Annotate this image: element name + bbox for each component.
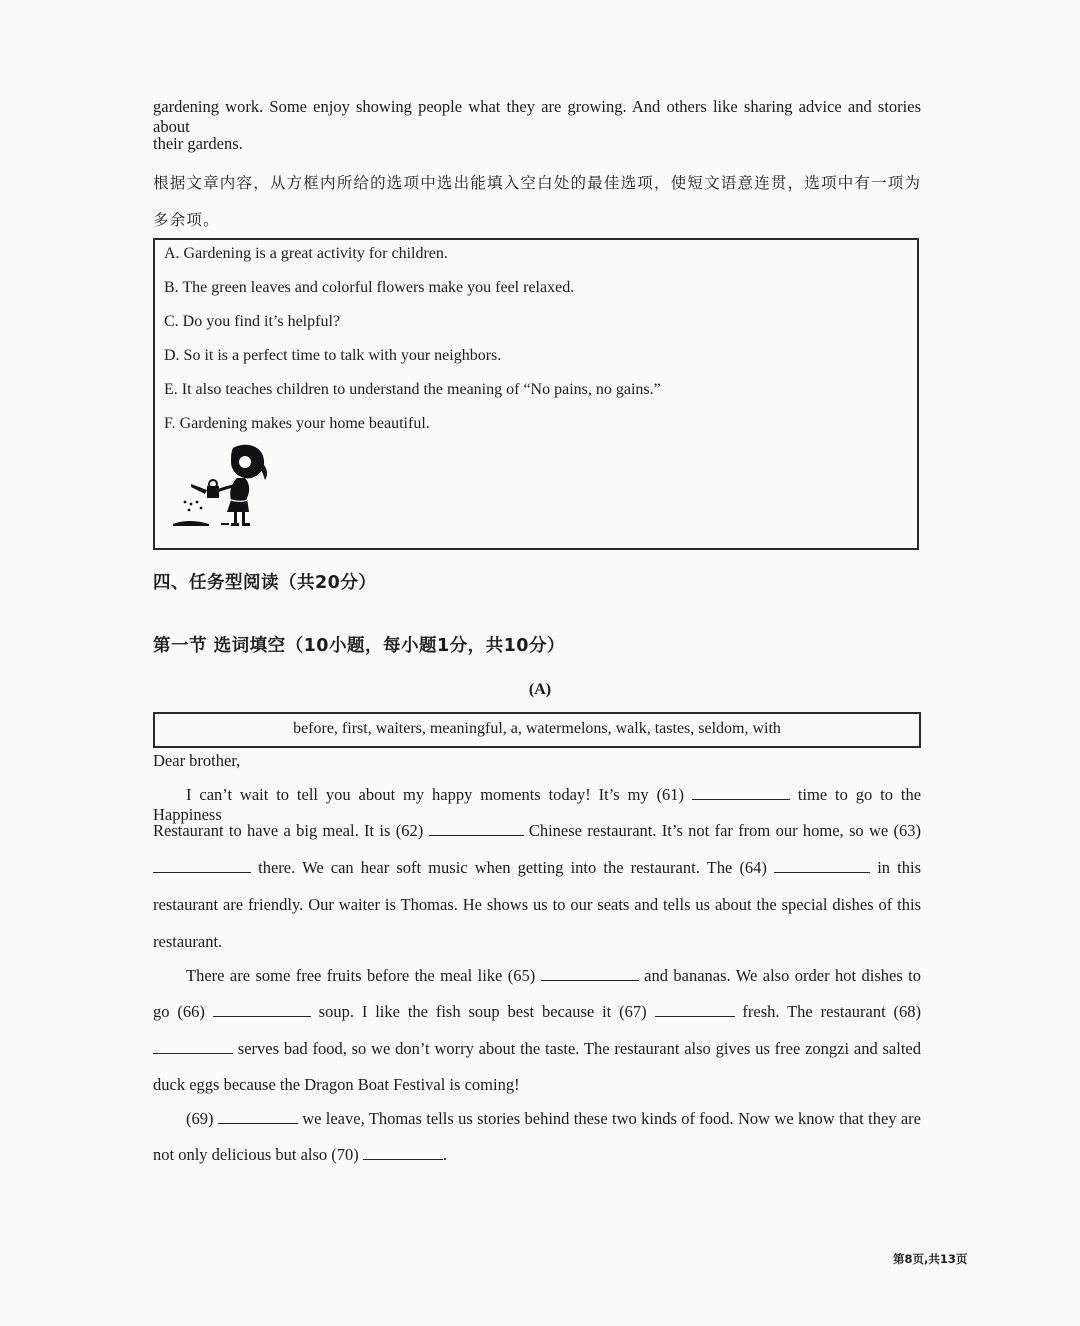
option-e: E. It also teaches children to understand the meaning of “No pains, no gains.”	[164, 381, 661, 398]
passage-label: (A)	[528, 681, 552, 698]
page-number: 第8页,共13页	[893, 1252, 968, 1266]
letter-line: there. We can hear soft music when getting into the restaurant. The (64) in this	[153, 858, 921, 878]
letter-line: restaurant are friendly. Our waiter is Thomas. He shows us to our seats and tells us about the special dishes of this	[153, 895, 921, 914]
option-d: D. So it is a perfect time to talk with your neighbors.	[164, 347, 502, 364]
letter-line: (69) we leave, Thomas tells us stories behind these two kinds of food. Now we know that they are	[186, 1109, 922, 1128]
option-b: B. The green leaves and colorful flowers make you feel relaxed.	[164, 279, 575, 296]
blank-63[interactable]	[153, 858, 251, 873]
letter-line: go (66) soup. I like the fish soup best because it (67) fresh. The restaurant (68)	[153, 1002, 922, 1021]
letter-line: serves bad food, so we don’t worry about the taste. The restaurant also gives us free zongzi and salted	[153, 1039, 921, 1059]
passage-line-2: their gardens.	[153, 134, 243, 153]
letter-line: Restaurant to have a big meal. It is (62) Chinese restaurant. It’s not far from our home, so we (63)	[153, 821, 921, 840]
option-a: A. Gardening is a great activity for children.	[164, 245, 448, 262]
instruction-line-2: 多余项。	[153, 211, 220, 229]
option-c: C. Do you find it’s helpful?	[164, 313, 340, 330]
option-f: F. Gardening makes your home beautiful.	[164, 415, 430, 432]
letter-line: I can’t wait to tell you about my happy moments today! It’s my (61) time to go to the Happiness	[153, 785, 922, 824]
blank-65[interactable]	[541, 966, 639, 981]
blank-67[interactable]	[655, 1002, 735, 1017]
blank-68[interactable]	[153, 1039, 233, 1054]
instruction-line-1: 根据文章内容，从方框内所给的选项中选出能填入空白处的最佳选项，使短文语意连贯，选项中有一项为	[153, 174, 922, 192]
blank-69[interactable]	[218, 1109, 298, 1124]
letter-line: not only delicious but also (70) .	[153, 1145, 448, 1164]
word-bank-box: before, first, waiters, meaningful, a, watermelons, walk, tastes, seldom, with	[153, 712, 921, 748]
options-box	[153, 238, 919, 550]
blank-66[interactable]	[213, 1002, 311, 1017]
blank-61[interactable]	[692, 785, 790, 800]
letter-line: There are some free fruits before the meal like (65) and bananas. We also order hot dishes to	[186, 966, 921, 985]
letter-line: restaurant.	[153, 932, 223, 951]
blank-62[interactable]	[429, 821, 524, 836]
blank-70[interactable]	[363, 1145, 443, 1160]
gardening-girl-illustration	[171, 440, 271, 536]
section-heading: 四、任务型阅读（共20分）	[153, 573, 377, 593]
subsection-heading: 第一节 选词填空（10小题，每小题1分，共10分）	[153, 636, 565, 656]
letter-line: duck eggs because the Dragon Boat Festival is coming!	[153, 1075, 520, 1094]
passage-line-1: gardening work. Some enjoy showing people what they are growing. And others like sharing advice and stories about	[153, 97, 921, 136]
letter-greeting: Dear brother,	[153, 751, 241, 770]
blank-64[interactable]	[774, 858, 870, 873]
